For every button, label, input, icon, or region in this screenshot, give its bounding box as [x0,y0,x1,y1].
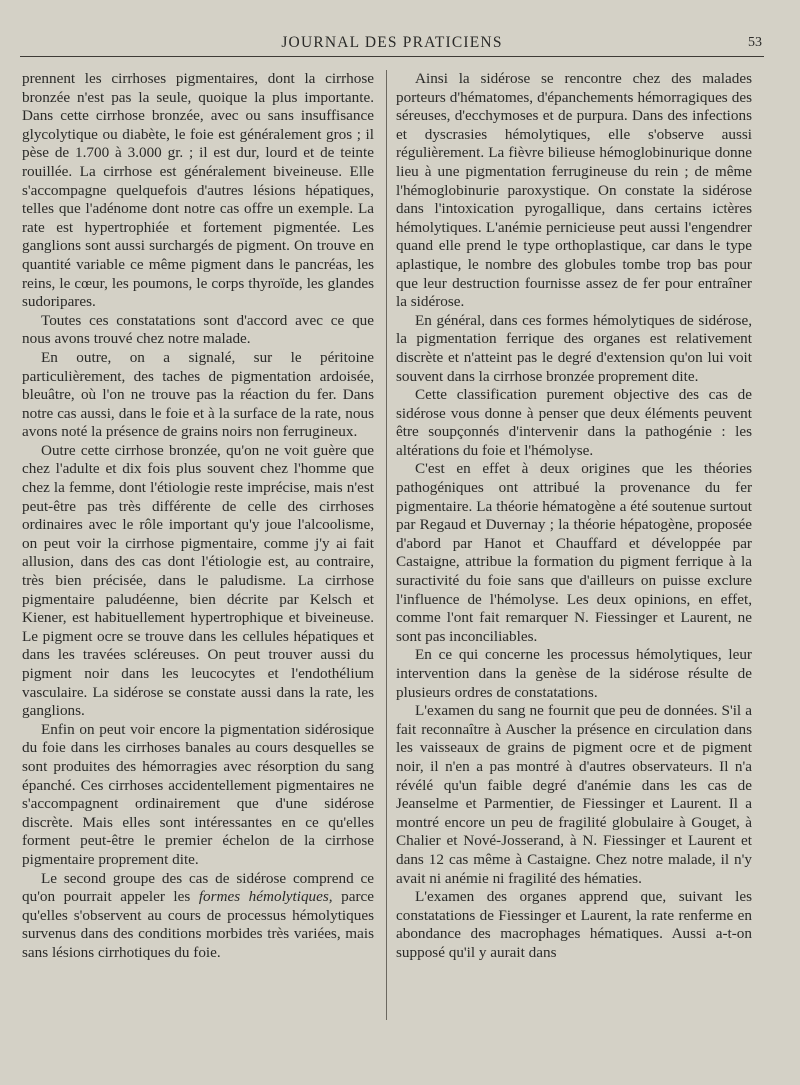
paragraph-text: parce qu'elles s'observent au cours de processus hémolytiques survenus dans des conditions morbides très variées, mais sans lésions cirrhotiques du foie. [22,888,374,961]
page-header [20,34,764,60]
paragraph: Cette classification purement objective des cas de sidérose vous donne à penser que deux éléments peuvent être soupçonnés d'intervenir dans la pathogénie : les altérations du foie et l'hémolyse. [396,386,752,459]
emphasis-text: formes hémolytiques, [198,888,333,906]
paragraph [22,870,374,963]
paragraph: Toutes ces constatations sont d'accord avec ce que nous avons trouvé chez notre malade. [22,311,374,348]
paragraph: Ainsi la sidérose se rencontre chez des malades porteurs d'hématomes, d'épanchements hémorragiques des séreuses, d'ecchymoses et de purpura. Dans des infections et dyscrasies hémolytiques, elle s'observe aussi régulièrement. La fièvre bilieuse hémoglobinurique donne lieu à une pigmentation ferrugineuse du rein ; de même l'hémoglobinurie paroxystique. On constate la sidérose dans l'intoxication pyrogallique, dans certains ictères hémolytiques. L'anémie pernicieuse peut aussi l'engendrer quand elle prend le type orthoplastique, car dans le type aplastique, le nombre des globules tombe trop bas pour que leur destruction fournisse assez de fer pour entraîner la sidérose. [396,70,752,311]
paragraph: En général, dans ces formes hémolytiques de sidérose, la pigmentation ferrique des organes est relativement discrète et n'atteint pas le degré d'extension qu'on lui voit souvent dans la cirrhose bronzée proprement dite. [396,311,752,385]
paragraph: En outre, on a signalé, sur le péritoine particulièrement, des taches de pigmentation ardoisée, bleuâtre, où l'on ne trouve pas la réaction du fer. Dans notre cas aussi, dans le foie et à la surface de la rate, nous avons noté la présence de grains noirs non ferrugineux. [22,348,374,441]
page-number: 53 [748,35,762,50]
paragraph: Outre cette cirrhose bronzée, qu'on ne voit guère que chez l'adulte et dix fois plus souvent chez l'homme que chez la femme, dont l'étiologie reste imprécise, mais n'est peut-être pas très différente de celle des cirrhoses ordinaires avec le rôle important qu'y joue l'alcoolisme, on peut voir la cirrhose pigmentaire, comme j'y ai fait allusion, dans des cas dont l'étiologie est, au contraire, très bien précisée, dans le paludisme. La cirrhose pigmentaire paludéenne, bien décrite par Kelsch et Kiener, est habituellement hypertrophique et biveineuse. Le pigment ocre se trouve dans les cellules hépatiques et dans les travées scléreuses. On peut trouver aussi du pigment noir dans les leucocytes et l'endothélium vasculaire. La sidérose se constate aussi dans la rate, les ganglions. [22,441,374,720]
running-title: JOURNAL DES PRATICIENS [281,34,503,51]
header-rule [20,56,764,57]
paragraph: L'examen du sang ne fournit que peu de données. S'il a fait reconnaître à Auscher la présence en circulation dans les vaisseaux de grains de pigment ocre et de pigment noir, il n'en a pas montré à d'autres observateurs. Il n'a révélé qu'un faible degré d'anémie dans les cas de Jeanselme et Parmentier, de Fiessinger et Laurent. Il a montré encore un peu de fragilité globulaire à Gouget, à Chalier et Nové-Josserand, à N. Fiessinger et Laurent et dans 12 cas même à Castaigne. Chez notre malade, il n'y avait ni anémie ni fragilité des hématies. [396,702,752,887]
paragraph: Enfin on peut voir encore la pigmentation sidérosique du foie dans les cirrhoses banales au cours desquelles se sont produites des hémorragies avec résorption du sang épanché. Ces cirrhoses accidentellement pigmentaires ne s'accompagnent ordinairement que d'une sidérose discrète. Mais elles sont intéressantes en ce qu'elles forment peut-être le premier échelon de la cirrhose pigmentaire proprement dite. [22,720,374,868]
paragraph: En ce qui concerne les processus hémolytiques, leur intervention dans la genèse de la sidérose résulte de plusieurs ordres de constatations. [396,646,752,701]
paragraph: L'examen des organes apprend que, suivant les constatations de Fiessinger et Laurent, la rate renferme en abondance des macrophages hématiques. Aussi a-t-on supposé qu'il y aurait dans [396,888,752,961]
paragraph: C'est en effet à deux origines que les théories pathogéniques ont attribué la provenance du fer pigmentaire. La théorie hématogène a été soutenue surtout par Regaud et Duvernay ; la théorie hépatogène, proposée d'abord par Hanot et Chauffard et développée par Castaigne, attribue la formation du pigment ferrique à la suractivité du foie sans que d'ailleurs on puisse exclure l'influence de l'hémolyse. Les deux opinions, en effet, comme l'ont fait remarquer N. Fiessinger et Laurent, ne sont pas inconciliables. [396,460,752,645]
paragraph: prennent les cirrhoses pigmentaires, dont la cirrhose bronzée n'est pas la seule, quoique la plus importante. Dans cette cirrhose bronzée, avec ou sans insuffisance glycolytique ou diabète, le foie est généralement gros ; il pèse de 1.700 à 3.000 gr. ; il est dur, lourd et de teinte rouillée. La cirrhose est généralement biveineuse. Elle s'accompagne quelquefois d'autres lésions hépatiques, telles que l'adénome dont notre cas offre un exemple. La rate est hypertrophiée et fortement pigmentée. Les ganglions sont aussi surchargés de pigment. On trouve en quantité variable ce même pigment dans le pancréas, les reins, le cœur, les poumons, le corps thyroïde, les glandes sudoripares. [22,70,374,311]
left-column [22,70,374,963]
right-column [396,70,752,963]
paragraph-text: Le second groupe des cas de sidérose comprend ce qu'on pourrait appeler les [22,869,374,906]
column-divider [386,70,387,1020]
